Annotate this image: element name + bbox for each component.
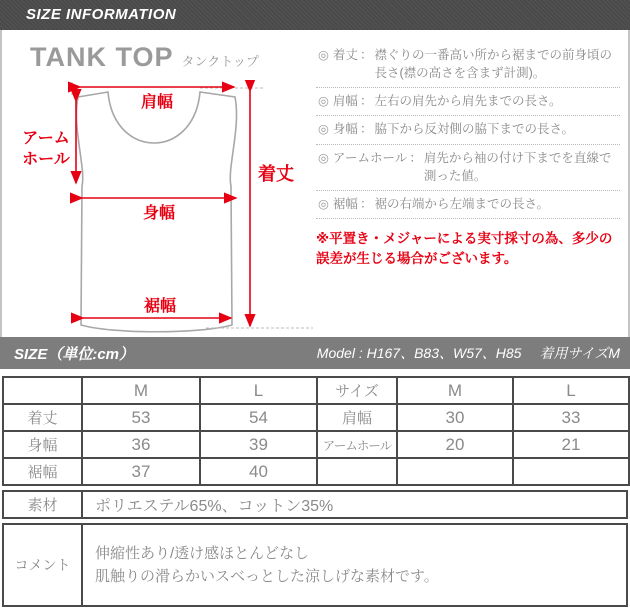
diagram-section	[2, 30, 314, 337]
definition-term: 着丈	[332, 48, 358, 62]
size-table-cell: 37	[82, 458, 200, 485]
definition-separator: ：	[359, 122, 373, 137]
model-info	[317, 343, 620, 363]
size-table-cell: アームホール	[317, 431, 397, 458]
definition-desc: 裾の右端から左端までの長さ。	[374, 196, 549, 211]
definitions-list	[316, 42, 620, 219]
size-table-cell: 33	[513, 404, 629, 431]
model-wearing-size: 着用サイズM	[539, 345, 620, 361]
definition-item	[316, 42, 620, 88]
length-label: 着丈	[258, 164, 294, 184]
size-bar-title: SIZE（単位:cm）	[14, 345, 135, 363]
table-row	[3, 404, 629, 431]
size-table-header-cell	[3, 377, 82, 404]
tables-section	[0, 369, 630, 607]
definition-term: 身幅	[332, 122, 358, 137]
body-width-label: 身幅	[142, 205, 176, 222]
table-row	[3, 431, 629, 458]
bullseye-icon: ◎	[318, 94, 329, 109]
size-table-cell: 54	[200, 404, 317, 431]
definition-desc: 肩先から袖の付け下までを直線で測った値。	[423, 150, 612, 183]
table-row	[3, 491, 627, 518]
measurement-notice: ※平置き・メジャーによる実寸採寸の為、多少の誤差が生じる場合がございます。	[316, 230, 613, 267]
size-table-cell	[397, 458, 513, 485]
product-title-en: TANK TOP	[30, 42, 174, 72]
definition-separator: ：	[359, 196, 373, 211]
definition-separator: ：	[359, 48, 373, 62]
product-title	[30, 42, 259, 73]
size-table-cell: 肩幅	[317, 404, 397, 431]
size-table-header-cell: M	[82, 377, 200, 404]
size-table-cell: 21	[513, 431, 629, 458]
size-bar	[0, 337, 630, 369]
bullseye-icon: ◎	[318, 122, 329, 137]
definition-item	[316, 88, 620, 116]
tank-top-diagram	[2, 80, 314, 338]
definition-desc: 脇下から反対側の脇下までの長さ。	[374, 122, 574, 137]
size-table-cell: 40	[200, 458, 317, 485]
bullseye-icon: ◎	[318, 150, 329, 165]
definition-separator: ：	[409, 150, 422, 165]
size-table-cell: 身幅	[3, 431, 82, 458]
definition-term: 肩幅	[332, 94, 358, 109]
comment-line: 伸縮性あり/透け感ほとんどなし	[95, 544, 310, 562]
comment-label: コメント	[3, 524, 82, 606]
comment-value	[82, 524, 627, 606]
material-value: ポリエステル65%、コットン35%	[82, 491, 627, 518]
size-table-cell: 30	[397, 404, 513, 431]
size-table-header-cell: M	[397, 377, 513, 404]
comment-table	[2, 523, 628, 607]
size-table	[2, 376, 630, 486]
size-table-cell: 36	[82, 431, 200, 458]
size-table-header-cell: サイズ	[317, 377, 397, 404]
size-table-cell: 53	[82, 404, 200, 431]
content-area	[0, 30, 630, 337]
size-table-cell: 裾幅	[3, 458, 82, 485]
definition-item	[316, 191, 620, 219]
model-measurements: Model : H167、B83、W57、H85	[316, 345, 522, 361]
definition-separator: ：	[359, 94, 373, 109]
size-table-header-cell: L	[513, 377, 629, 404]
armhole-label-line1: アーム	[22, 130, 70, 147]
shoulder-width-label: 肩幅	[140, 94, 174, 111]
definition-item	[316, 116, 620, 144]
size-table-header-cell: L	[200, 377, 317, 404]
hem-width-label: 裾幅	[143, 298, 177, 315]
bullseye-icon: ◎	[318, 48, 329, 62]
comment-line: 肌触りの滑らかいスベっとした涼しげな素材です。	[95, 568, 439, 585]
size-table-cell: 着丈	[3, 404, 82, 431]
size-table-cell: 39	[200, 431, 317, 458]
definition-desc: 襟ぐりの一番高い所から裾までの前身頃の長さ(襟の高さを含まず計測)。	[374, 48, 612, 81]
armhole-label-line2: ホール	[22, 151, 70, 168]
size-table-cell: 20	[397, 431, 513, 458]
definition-term: アームホール	[332, 150, 408, 165]
table-row	[3, 458, 629, 485]
definitions-section	[314, 30, 628, 337]
page-title: SIZE INFORMATION	[0, 0, 630, 30]
bullseye-icon: ◎	[318, 196, 329, 211]
material-label: 素材	[3, 491, 82, 518]
definition-desc: 左右の肩先から肩先までの長さ。	[374, 94, 562, 109]
size-table-header-row	[3, 377, 629, 404]
definition-item	[316, 145, 620, 191]
product-title-ja: タンクトップ	[181, 54, 259, 69]
definition-term: 裾幅	[332, 196, 358, 211]
size-table-cell	[513, 458, 629, 485]
material-table	[2, 490, 628, 519]
table-row	[3, 524, 627, 606]
size-table-cell	[317, 458, 397, 485]
